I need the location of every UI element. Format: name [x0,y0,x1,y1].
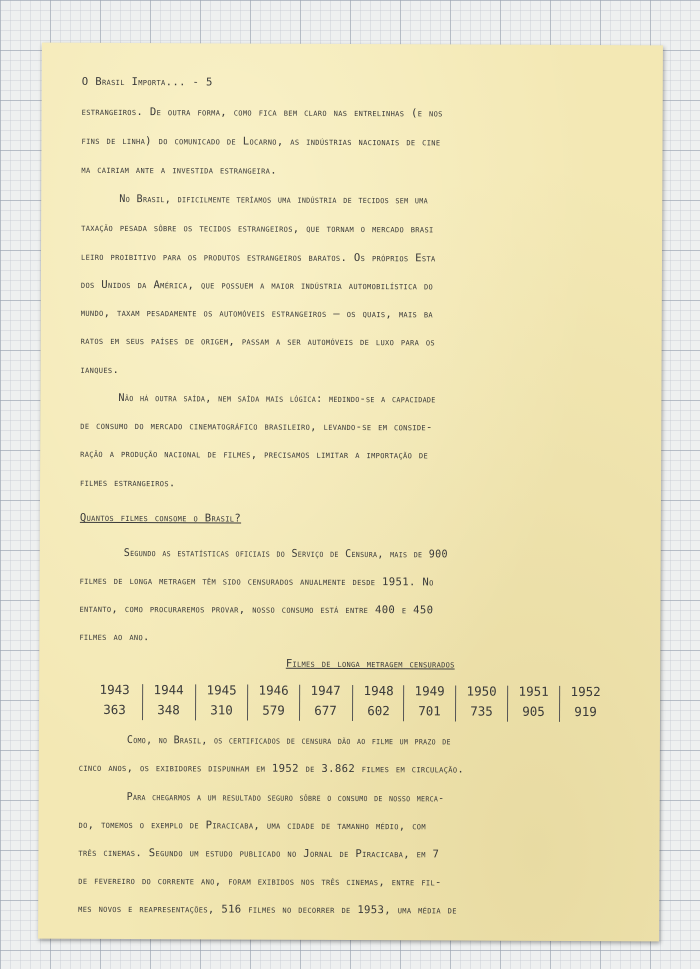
text-line: No Brasil, dificilmente teríamos uma indústria de tecidos sem uma [119,192,429,207]
table-column [508,682,559,722]
table-column [560,682,611,722]
table-column [300,681,351,721]
text-line: estrangeiros. De outra forma, como fica bem claro nas entrelinhas (e nos [81,105,443,120]
value-cell: 348 [157,702,180,718]
value-cell: 677 [314,702,337,718]
value-cell: 310 [210,702,233,718]
censored-films-table [89,680,599,726]
text-line: Para chegarmos a um resultado seguro sôbre o consumo de nosso merca- [126,791,445,805]
year-cell: 1945 [206,682,237,698]
year-cell: 1944 [153,682,184,698]
value-cell: 363 [103,701,126,718]
value-cell: 905 [522,703,545,719]
value-cell: 579 [262,702,285,718]
year-cell: 1950 [466,683,497,699]
table-column [404,681,455,721]
text-line: de consumo do mercado cinematográfico brasileiro, levando-se em conside- [80,419,433,434]
table-column [353,681,404,721]
text-line: Segundo as estatísticas oficiais do Serviço de Censura, mais de 900 [123,547,448,561]
text-line: ratos em seus países de origem, passam a ser automóveis de luxo para os [80,334,436,349]
year-cell: 1949 [414,683,445,699]
text-line: filmes estrangeiros. [80,476,176,490]
text-line: ração a produção nacional de filmes, precisamos limitar a importação de [80,447,429,462]
text-line: filmes de longa metragem têm sido censurados anualmente desde 1951. No [79,574,434,589]
page-header: O Brasil Importa... - 5 [81,75,213,89]
text-line: entanto, como procuraremos provar, nosso consumo está entre 400 e 450 [79,602,434,617]
value-cell: 735 [470,703,493,719]
section-heading: Quantos filmes consome o Brasil? [79,511,242,525]
text-line: dos Unidos da América, que possuem a maior indústria automobilística do [80,278,434,293]
table-title: Filmes de longa metragem censurados [285,657,455,671]
table-column [89,680,140,720]
table-column [196,680,247,720]
value-cell: 919 [574,703,597,720]
typewritten-page [38,43,663,942]
year-cell: 1948 [363,683,394,699]
text-line: mes novos e reapresentações, 516 filmes no decorrer de 1953, uma média de [78,902,457,917]
text-line: filmes ao ano. [79,630,150,644]
text-line: ianques. [80,363,120,376]
table-column [248,681,299,721]
text-line: de fevereiro do corrente ano, foram exibidos nos três cinemas, entre fil- [78,874,442,889]
year-cell: 1952 [570,683,601,700]
table-column [143,680,194,720]
text-line: do, tomemos o exemplo de Piracicaba, uma cidade de tamanho médio, com [78,818,426,833]
text-line: três cinemas. Segundo um estudo publicado no Jornal de Piracicaba, em 7 [78,846,440,861]
value-cell: 701 [418,703,441,719]
text-line: taxação pesada sôbre os tecidos estrangeiros, que tornam o mercado brasi [81,221,434,236]
year-cell: 1943 [99,681,130,698]
text-line: Não há outra saída, nem saída mais lógica: medindo-se a capacidade [118,391,436,406]
year-cell: 1946 [258,682,289,698]
text-line: fins de linha) do comunicado de Locarno, as indústrias nacionais de cine [81,134,441,149]
text-line: cinco anos, os exibidores dispunham em 1952 de 3.862 filmes em circulação. [78,761,465,776]
text-line: ma cairiam ante a investida estrangeira. [81,163,277,177]
text-line: leiro proibitivo para os produtos estrangeiros baratos. Os próprios Esta [80,250,436,265]
table-column [456,681,507,721]
value-cell: 602 [367,703,390,719]
year-cell: 1951 [518,683,549,699]
text-line: Como, no Brasil, os certificados de censura dão ao filme um prazo de [126,734,451,748]
year-cell: 1947 [310,682,341,698]
text-line: mundo, taxam pesadamente os automóveis estrangeiros — os quais, mais ba [80,306,434,321]
